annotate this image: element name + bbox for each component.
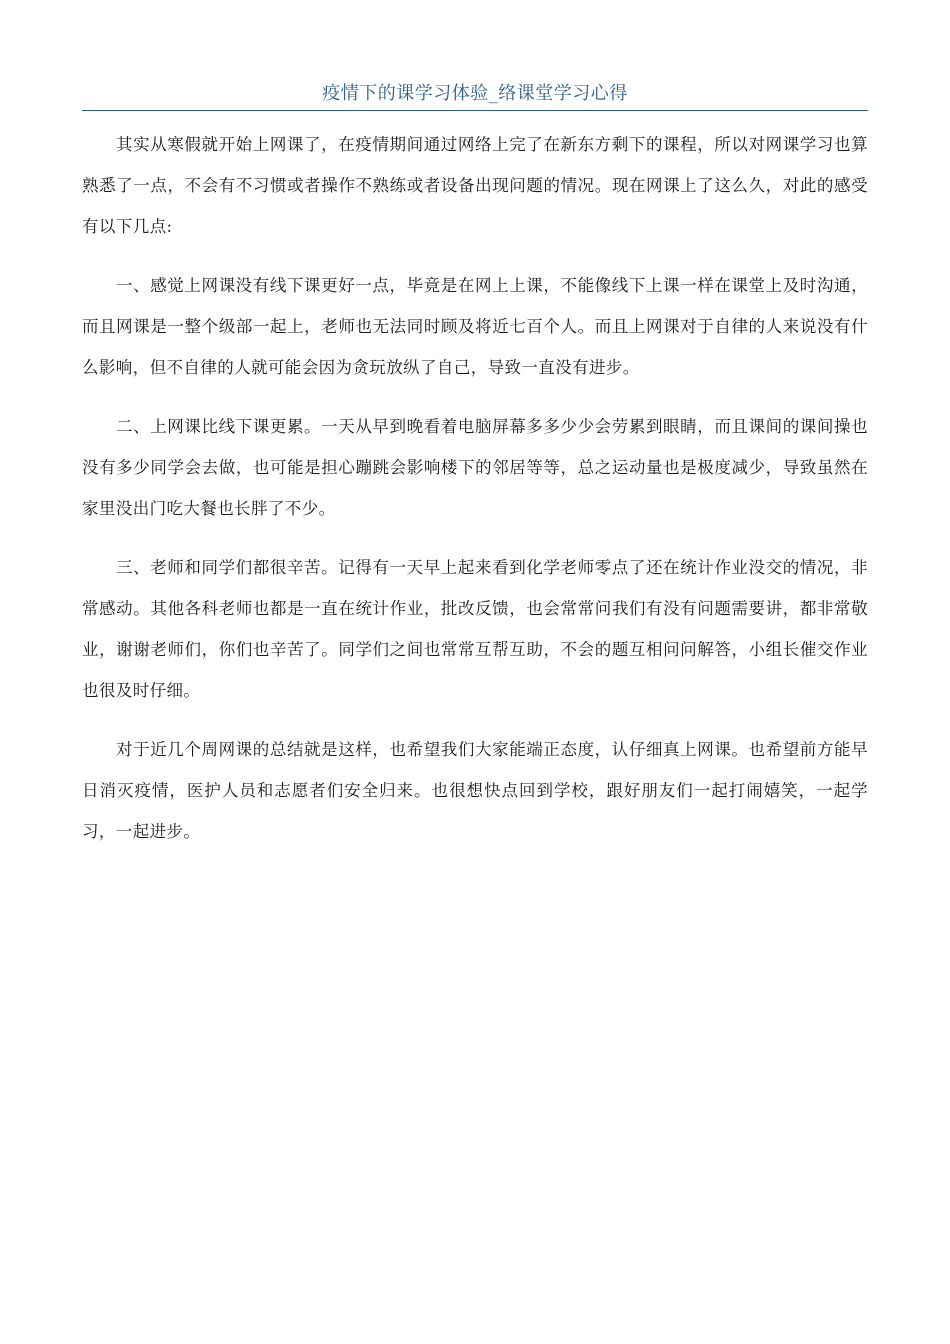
paragraph-intro: 其实从寒假就开始上网课了，在疫情期间通过网络上完了在新东方剩下的课程，所以对网课学习也算熟悉了一点，不会有不习惯或者操作不熟练或者设备出现问题的情况。现在网课上了这么久，对此的感受有以下几点: [82,135,868,236]
paragraph-conclusion: 对于近几个周网课的总结就是这样，也希望我们大家能端正态度，认仔细真上网课。也希望前方能早日消灭疫情，医护人员和志愿者们安全归来。也很想快点回到学校，跟好朋友们一起打闹嬉笑，一起学习，一起进步。 [82,740,868,841]
document-body [82,124,868,870]
document-title: 疫情下的课学习体验_络课堂学习心得 [322,83,628,104]
paragraph-point-2: 二、上网课比线下课更累。一天从早到晚看着电脑屏幕多多少少会劳累到眼睛，而且课间的课间操也没有多少同学会去做，也可能是担心蹦跳会影响楼下的邻居等等，总之运动量也是极度减少，导致虽然在家里没出门吃大餐也长胖了不少。 [82,417,868,518]
paragraph-point-1: 一、感觉上网课没有线下课更好一点，毕竟是在网上上课，不能像线下上课一样在课堂上及时沟通，而且网课是一整个级部一起上，老师也无法同时顾及将近七百个人。而且上网课对于自律的人来说没有什么影响，但不自律的人就可能会因为贪玩放纵了自己，导致一直没有进步。 [82,276,868,377]
document-header [82,80,868,111]
paragraph-point-3: 三、老师和同学们都很辛苦。记得有一天早上起来看到化学老师零点了还在统计作业没交的情况，非常感动。其他各科老师也都是一直在统计作业，批改反馈，也会常常问我们有没有问题需要讲，都非常敬业，谢谢老师们，你们也辛苦了。同学们之间也常常互帮互助，不会的题互相问问解答，小组长催交作业也很及时仔细。 [82,558,868,700]
